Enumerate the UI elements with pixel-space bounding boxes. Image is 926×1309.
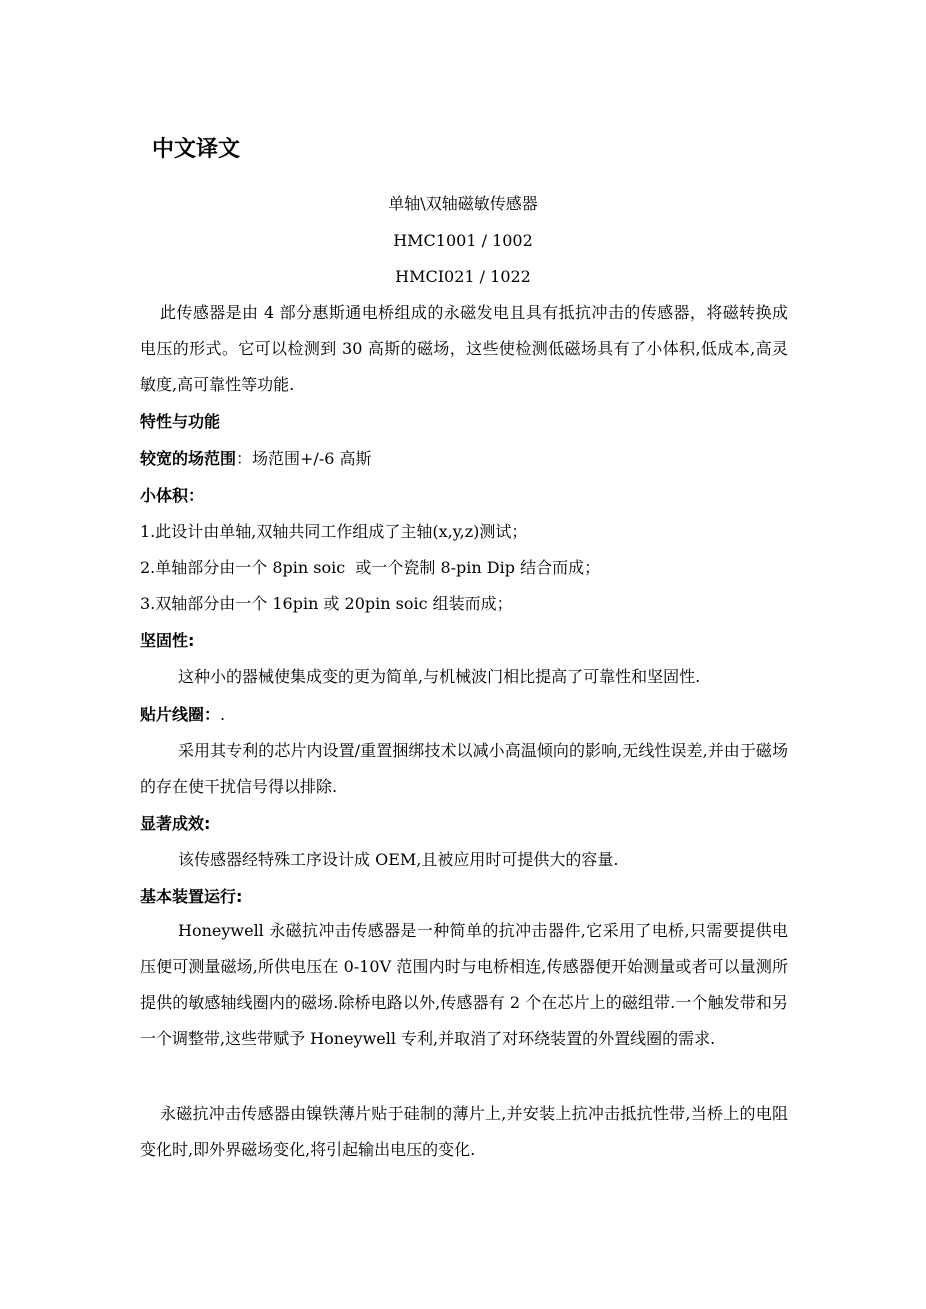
wide-range-label: 较宽的场范围 — [140, 449, 237, 468]
list-item: 3.双轴部分由一个 16pin 或 20pin soic 组装而成； — [140, 594, 513, 613]
coil-heading — [140, 703, 225, 727]
intro-paragraph: 此传感器是由 4 部分惠斯通电桥组成的永磁发电且具有抵抗冲击的传感器，将磁转换成电压的形式。它可以检测到 30 高斯的磁场，这些使检测低磁场具有了小体积,低成本,高灵敏度,高可靠性等功能. — [140, 303, 788, 394]
features-heading: 特性与功能 — [140, 412, 221, 431]
coil-heading-text: 贴片线圈： — [140, 705, 221, 724]
closing-paragraph: 永磁抗冲击传感器由镍铁薄片贴于硅制的薄片上,并安装上抗冲击抵抗性带,当桥上的电阻变化时,即外界磁场变化,将引起输出电压的变化. — [140, 1104, 788, 1159]
wide-range-text: ：场范围+/-6 高斯 — [236, 449, 372, 468]
robust-heading: 坚固性: — [140, 631, 195, 650]
basic-operation-paragraph: Honeywell 永磁抗冲击传感器是一种简单的抗冲击器件,它采用了电桥,只需要提供电压便可测量磁场,所供电压在 0-10V 范围内时与电桥相连,传感器便开始测量或者可以量测所提供的敏感轴线圈内的磁场.除桥电路以外,传感器有 2 个在芯片上的磁组带.一个触发带和另一个调整带,这些带赋予 Honeywell 专利,并取消了对环绕装置的外置线圈的需求. — [140, 921, 788, 1048]
coil-paragraph: 采用其专利的芯片内设置/重置捆绑技术以减小高温倾向的影响,无线性误差,并由于磁场的存在使干扰信号得以排除. — [140, 741, 788, 796]
list-item: 2.单轴部分由一个 8pin soic 或一个瓷制 8-pin Dip 结合而成； — [140, 558, 601, 577]
effect-heading: 显著成效: — [140, 814, 211, 833]
list-item: 1.此设计由单轴,双轴共同工作组成了主轴(x,y,z)测试； — [140, 522, 528, 541]
robust-paragraph: 这种小的器械使集成变的更为简单,与机械波门相比提高了可靠性和坚固性. — [178, 667, 701, 686]
basic-operation-heading: 基本装置运行: — [140, 887, 243, 906]
wide-range-line — [140, 447, 372, 471]
effect-paragraph: 该传感器经特殊工序设计成 OEM,且被应用时可提供大的容量. — [178, 850, 619, 869]
model-number-2: HMCI021 / 1022 — [395, 267, 531, 286]
document-title: 中文译文 — [152, 137, 241, 162]
small-size-heading: 小体积： — [140, 486, 205, 505]
model-number-1: HMC1001 / 1002 — [393, 231, 533, 250]
sensor-name: 单轴\双轴磁敏传感器 — [388, 194, 538, 213]
coil-heading-suffix: . — [220, 705, 226, 724]
